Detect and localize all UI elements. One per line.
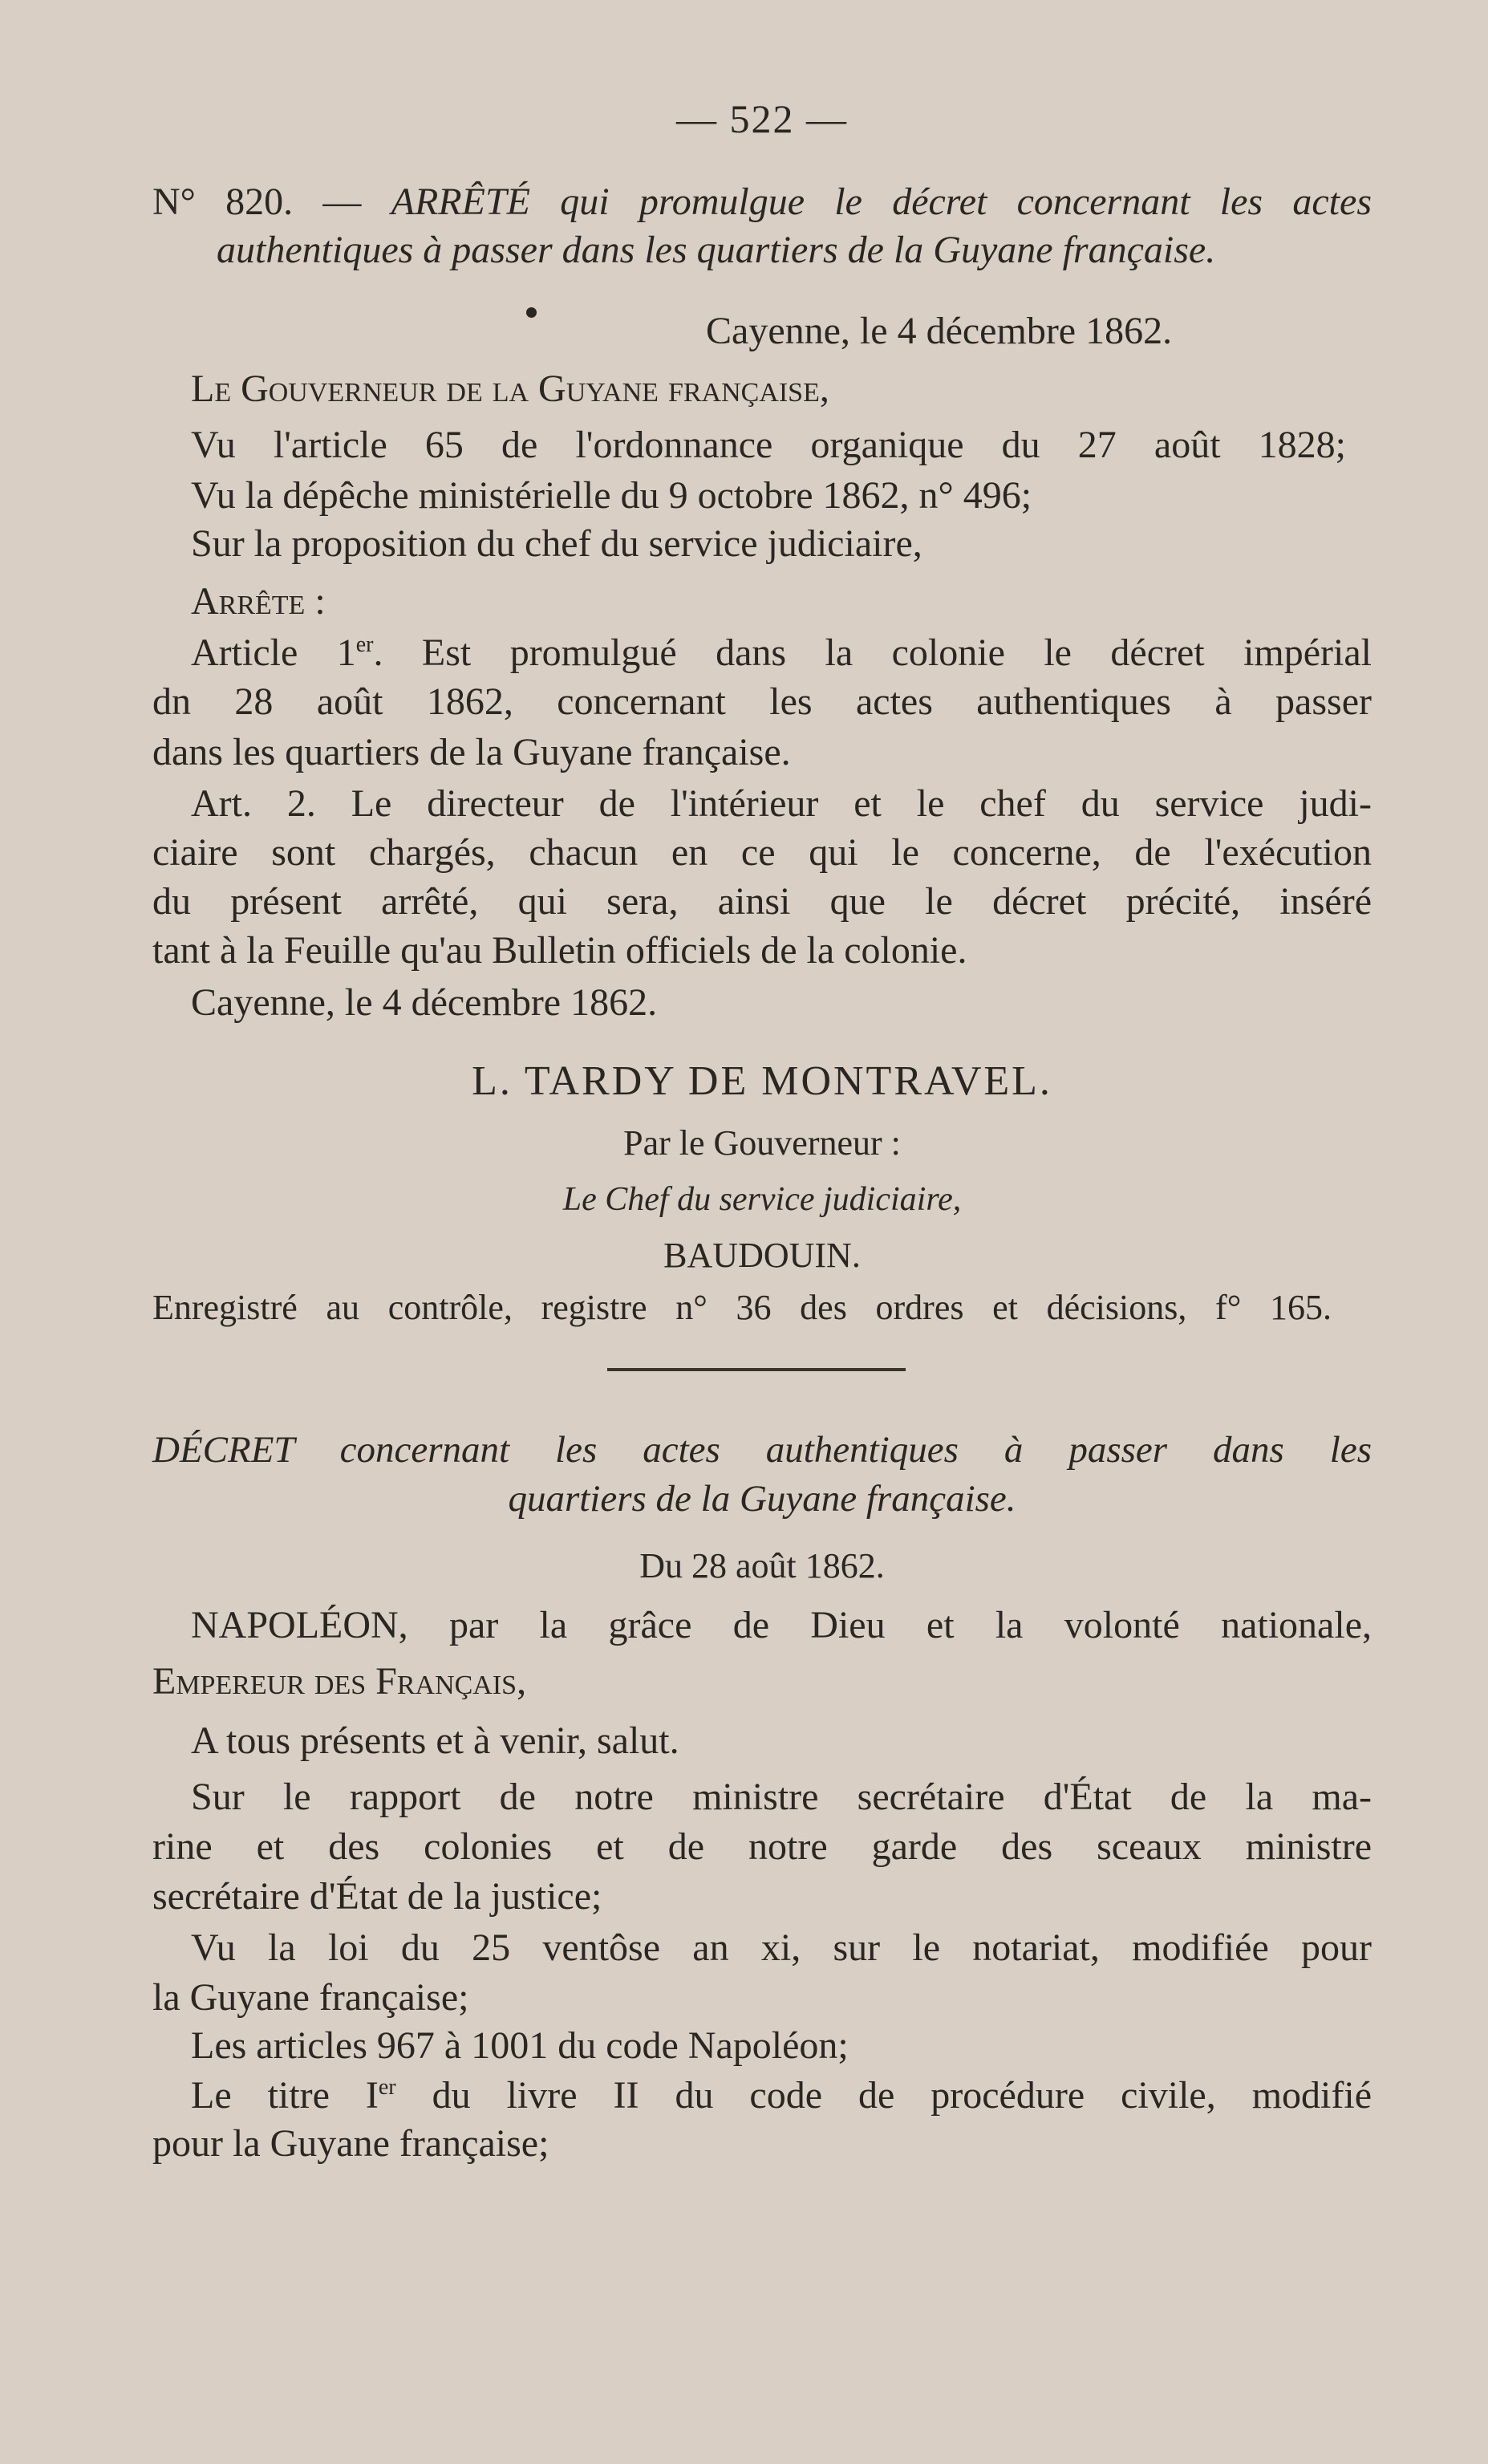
arrete-title-2: authentiques à passer dans les quartiers de la Guyane française. — [217, 229, 1216, 271]
decret-line: Vu la loi du 25 ventôse an xi, sur le notariat, modifiée pour — [191, 1926, 1372, 1969]
decret-line: secrétaire d'État de la justice; — [152, 1875, 602, 1918]
decret-line: Le titre Ier du livre II du code de procédure civile, modifié — [191, 2074, 1372, 2117]
section-divider — [607, 1368, 906, 1371]
arrete-line: du présent arrêté, qui sera, ainsi que le décret précité, inséré — [152, 880, 1372, 923]
decret-line: rine et des colonies et de notre garde des sceaux ministre — [152, 1825, 1372, 1868]
bullet-mark — [526, 307, 537, 318]
arrete-line: Sur la proposition du chef du service judiciaire, — [191, 522, 922, 565]
arrete-line: Le Gouverneur de la Guyane française, — [191, 367, 829, 410]
arrete-line: dans les quartiers de la Guyane française. — [152, 731, 791, 773]
decret-line: Sur le rapport de notre ministre secrétaire d'État de la ma- — [191, 1776, 1372, 1818]
arrete-line: ciaire sont chargés, chacun en ce qui le concerne, de l'exécution — [152, 831, 1372, 874]
official-name: BAUDOUIN. — [663, 1236, 861, 1275]
decret-line: Les articles 967 à 1001 du code Napoléon; — [191, 2024, 849, 2067]
arrete-heading-line-1 — [152, 178, 1372, 226]
arrete-line: Art. 2. Le directeur de l'intérieur et le chef du service judi- — [191, 782, 1372, 825]
arrete-line: Vu la dépêche ministérielle du 9 octobre 1862, n° 496; — [191, 474, 1032, 517]
arrete-closing-date: Cayenne, le 4 décembre 1862. — [191, 981, 658, 1024]
decret-title-2: quartiers de la Guyane française. — [508, 1478, 1016, 1520]
decret-line: A tous présents et à venir, salut. — [191, 1719, 679, 1762]
arrete-line: tant à la Feuille qu'au Bulletin officiels de la colonie. — [152, 929, 967, 972]
arrete-line: dn 28 août 1862, concernant les actes authentiques à passer — [152, 680, 1372, 723]
decret-line: la Guyane française; — [152, 1976, 469, 2019]
arrete-title-1: ARRÊTÉ qui promulgue le décret concernant les actes — [391, 181, 1372, 223]
by-order: Par le Gouverneur : — [623, 1123, 901, 1163]
registration-note: Enregistré au contrôle, registre n° 36 des ordres et décisions, f° 165. — [152, 1288, 1332, 1327]
arrete-number: N° 820. — — [152, 181, 362, 223]
arrete-line: Vu l'article 65 de l'ordonnance organique du 27 août 1828; — [191, 424, 1346, 466]
signature: L. TARDY DE MONTRAVEL. — [472, 1058, 1052, 1104]
decret-title-1: DÉCRET concernant les actes authentiques à passer dans les — [152, 1429, 1372, 1471]
decret-date: Du 28 août 1862. — [639, 1546, 885, 1585]
arrete-line: Arrête : — [191, 580, 326, 623]
page-number: — 522 — — [676, 96, 848, 141]
official-title: Le Chef du service judiciaire, — [562, 1181, 962, 1218]
decret-line: Empereur des Français, — [152, 1660, 527, 1703]
arrete-line: Article 1er. Est promulgué dans la colonie le décret impérial — [191, 631, 1372, 674]
decret-line: NAPOLÉON, par la grâce de Dieu et la volonté nationale, — [191, 1604, 1372, 1646]
arrete-dateline: Cayenne, le 4 décembre 1862. — [706, 310, 1173, 352]
decret-line: pour la Guyane française; — [152, 2122, 549, 2165]
